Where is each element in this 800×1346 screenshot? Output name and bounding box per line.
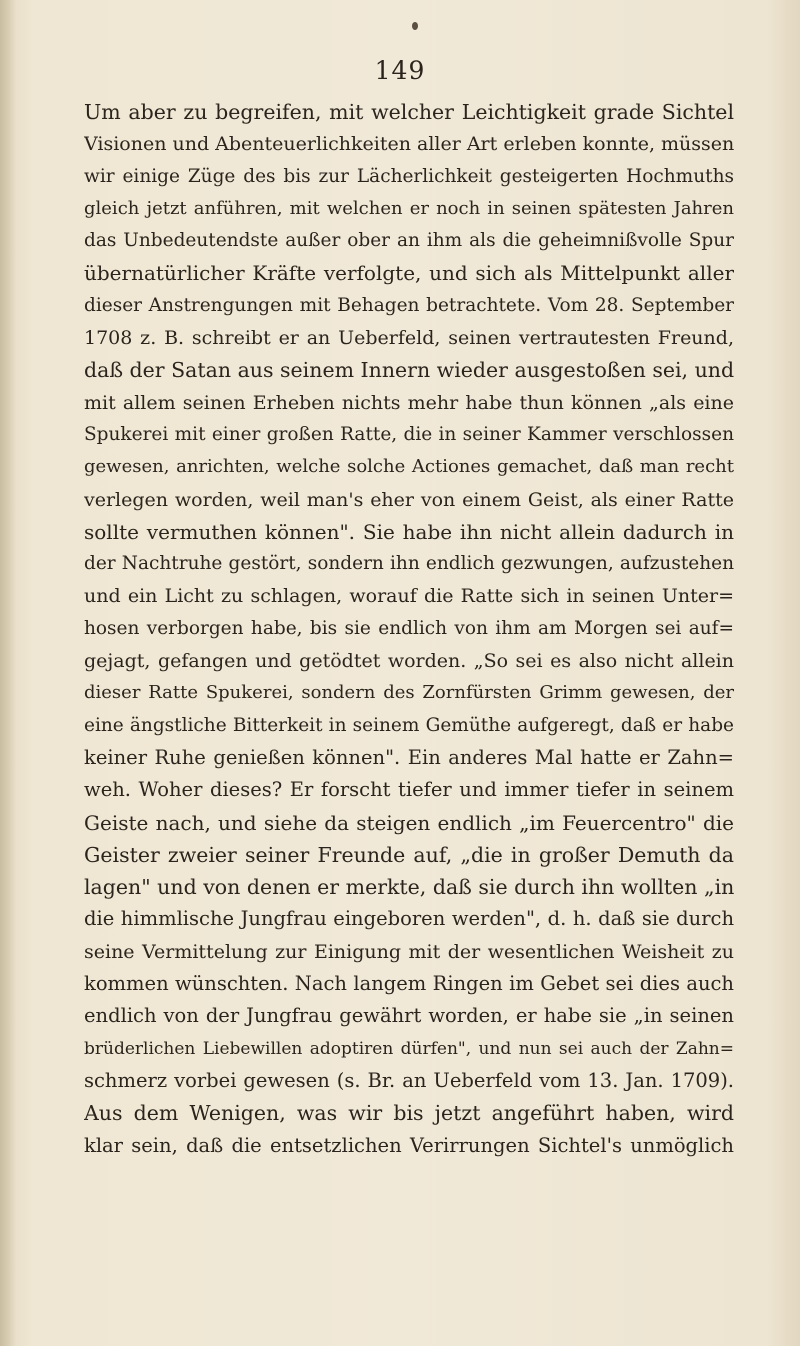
page-gutter-shadow [0, 0, 16, 1346]
text-line: dieser Anstrengungen mit Behagen betrachtete. Vom 28. September [84, 294, 734, 316]
text-line: übernatürlicher Kräfte verfolgte, und sich als Mittelpunkt aller [84, 261, 734, 286]
body-text [84, 96, 734, 1162]
text-line: keiner Ruhe genießen können". Ein anderes Mal hatte er Zahn= [84, 745, 734, 769]
text-line: dieser Ratte Spukerei, sondern des Zornfürsten Grimm gewesen, der [84, 682, 734, 704]
text-line: und ein Licht zu schlagen, worauf die Ratte sich in seinen Unter= [84, 585, 734, 608]
text-line: hosen verborgen habe, bis sie endlich von ihm am Morgen sei auf= [84, 617, 734, 639]
text-line: gleich jetzt anführen, mit welchen er noch in seinen spätesten Jahren [84, 197, 734, 219]
text-line: seine Vermittelung zur Einigung mit der wesentlichen Weisheit zu [84, 940, 734, 963]
text-line: sollte vermuthen können". Sie habe ihn nicht allein dadurch in [84, 519, 734, 544]
text-line: klar sein, daß die entsetzlichen Verirrungen Sichtel's unmöglich [84, 1133, 734, 1157]
page-number: 149 [374, 56, 426, 85]
text-line: daß der Satan aus seinem Innern wieder ausgestoßen sei, und [84, 358, 734, 383]
text-line: das Unbedeutendste außer ober an ihm als die geheimnißvolle Spur [84, 230, 734, 252]
text-line: mit allem seinen Erheben nichts mehr habe thun können „als eine [84, 391, 734, 414]
text-line: Um aber zu begreifen, mit welcher Leichtigkeit grade Sichtel [84, 100, 734, 124]
text-line: Visionen und Abenteuerlichkeiten aller Art erleben konnte, müssen [84, 133, 734, 156]
text-line: Geister zweier seiner Freunde auf, „die in großer Demuth da [84, 842, 734, 867]
text-line: gejagt, gefangen und getödtet worden. „So sei es also nicht allein [84, 650, 734, 673]
text-line: eine ängstliche Bitterkeit in seinem Gemüthe aufgeregt, daß er habe [84, 714, 734, 736]
text-line: die himmlische Jungfrau eingeboren werden", d. h. daß sie durch [84, 907, 734, 931]
text-line: brüderlichen Liebewillen adoptiren dürfen", und nun sei auch der Zahn= [84, 1038, 734, 1059]
text-line: gewesen, anrichten, welche solche Actiones gemachet, daß man recht [84, 456, 734, 478]
text-line: Spukerei mit einer großen Ratte, die in seiner Kammer verschlossen [84, 423, 734, 445]
text-line: der Nachtruhe gestört, sondern ihn endlich gezwungen, aufzustehen [84, 553, 734, 575]
text-line: wir einige Züge des bis zur Lächerlichkeit gesteigerten Hochmuths [84, 165, 734, 187]
text-line: Aus dem Wenigen, was wir bis jetzt angeführt haben, wird [84, 1101, 734, 1126]
text-line: Geiste nach, und siehe da steigen endlich „im Feuercentro" die [84, 810, 734, 835]
text-line: lagen" und von denen er merkte, daß sie durch ihn wollten „in [84, 875, 734, 900]
text-line: endlich von der Jungfrau gewährt worden, er habe sie „in seinen [84, 1004, 734, 1028]
text-line: 1708 z. B. schreibt er an Ueberfeld, seinen vertrautesten Freund, [84, 327, 734, 350]
ink-spot [412, 22, 418, 30]
text-line: schmerz vorbei gewesen (s. Br. an Ueberfeld vom 13. Jan. 1709). [84, 1068, 734, 1092]
text-line: kommen wünschten. Nach langem Ringen im Gebet sei dies auch [84, 972, 734, 996]
text-line: verlegen worden, weil man's eher von einem Geist, als einer Ratte [84, 488, 734, 511]
text-line: weh. Woher dieses? Er forscht tiefer und immer tiefer in seinem [84, 778, 734, 802]
